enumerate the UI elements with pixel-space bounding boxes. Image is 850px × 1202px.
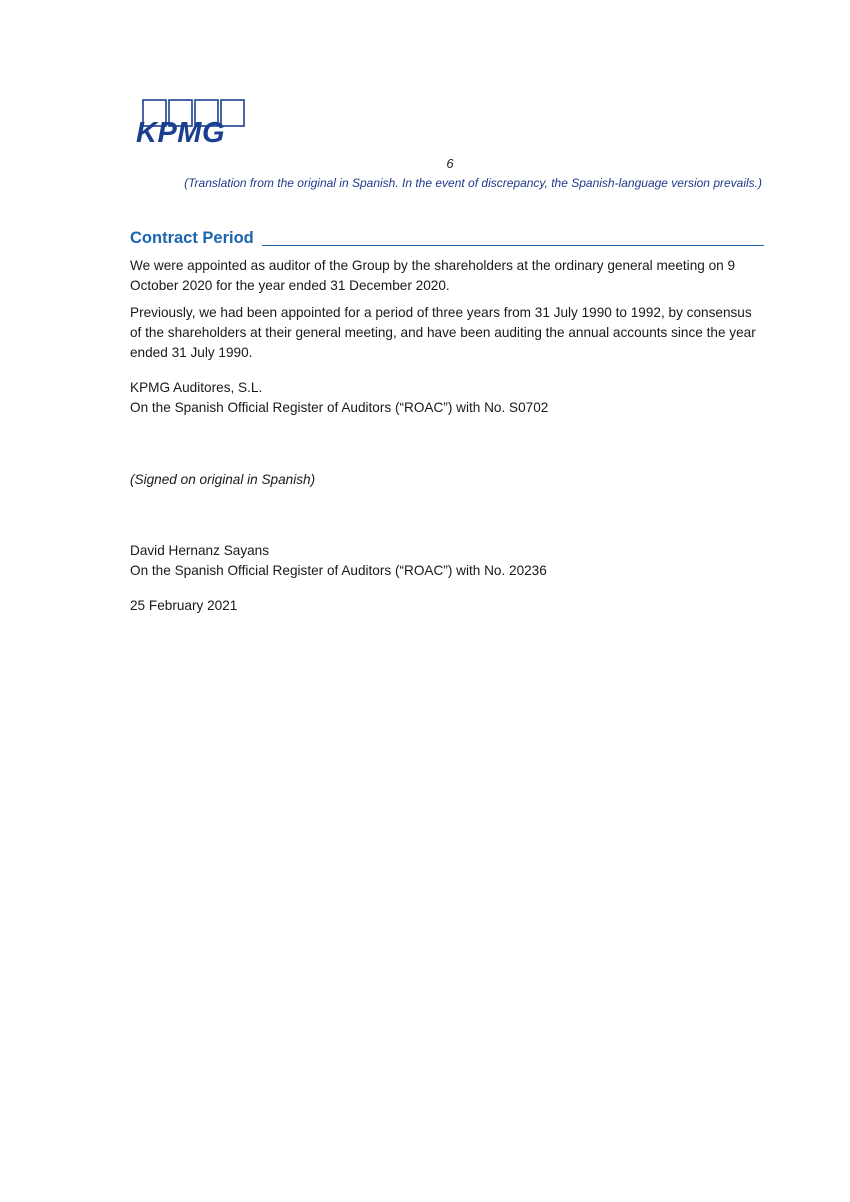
signatory-name: David Hernanz Sayans	[130, 543, 270, 558]
section-heading	[130, 228, 764, 248]
section-divider	[262, 245, 764, 246]
paragraph-previous-appointment: Previously, we had been appointed for a period of three years from 31 July 1990 to 1992, by consensus of the shareholders at their general meeting, and have been auditing the annual accounts since the year ended 31 July 1990.	[130, 305, 756, 360]
page-number: 6	[446, 156, 454, 171]
report-date: 25 February 2021	[130, 598, 238, 613]
section-title: Contract Period	[130, 229, 254, 247]
firm-block	[130, 378, 548, 418]
kpmg-logo	[136, 99, 248, 145]
firm-name: KPMG Auditores, S.L.	[130, 380, 263, 395]
paragraph-appointment: We were appointed as auditor of the Group by the shareholders at the ordinary general meeting on 9 October 2020 for the year ended 31 December 2020.	[130, 258, 736, 293]
logo-text: KPMG	[136, 117, 225, 145]
signatory-block	[130, 541, 547, 581]
translation-note: (Translation from the original in Spanish. In the event of discrepancy, the Spanish-language version prevails.)	[184, 176, 762, 190]
signatory-register: On the Spanish Official Register of Auditors (“ROAC”) with No. 20236	[130, 563, 547, 578]
contract-period-section	[130, 228, 764, 370]
firm-register: On the Spanish Official Register of Auditors (“ROAC”) with No. S0702	[130, 400, 549, 415]
signature-note: (Signed on original in Spanish)	[130, 472, 316, 487]
